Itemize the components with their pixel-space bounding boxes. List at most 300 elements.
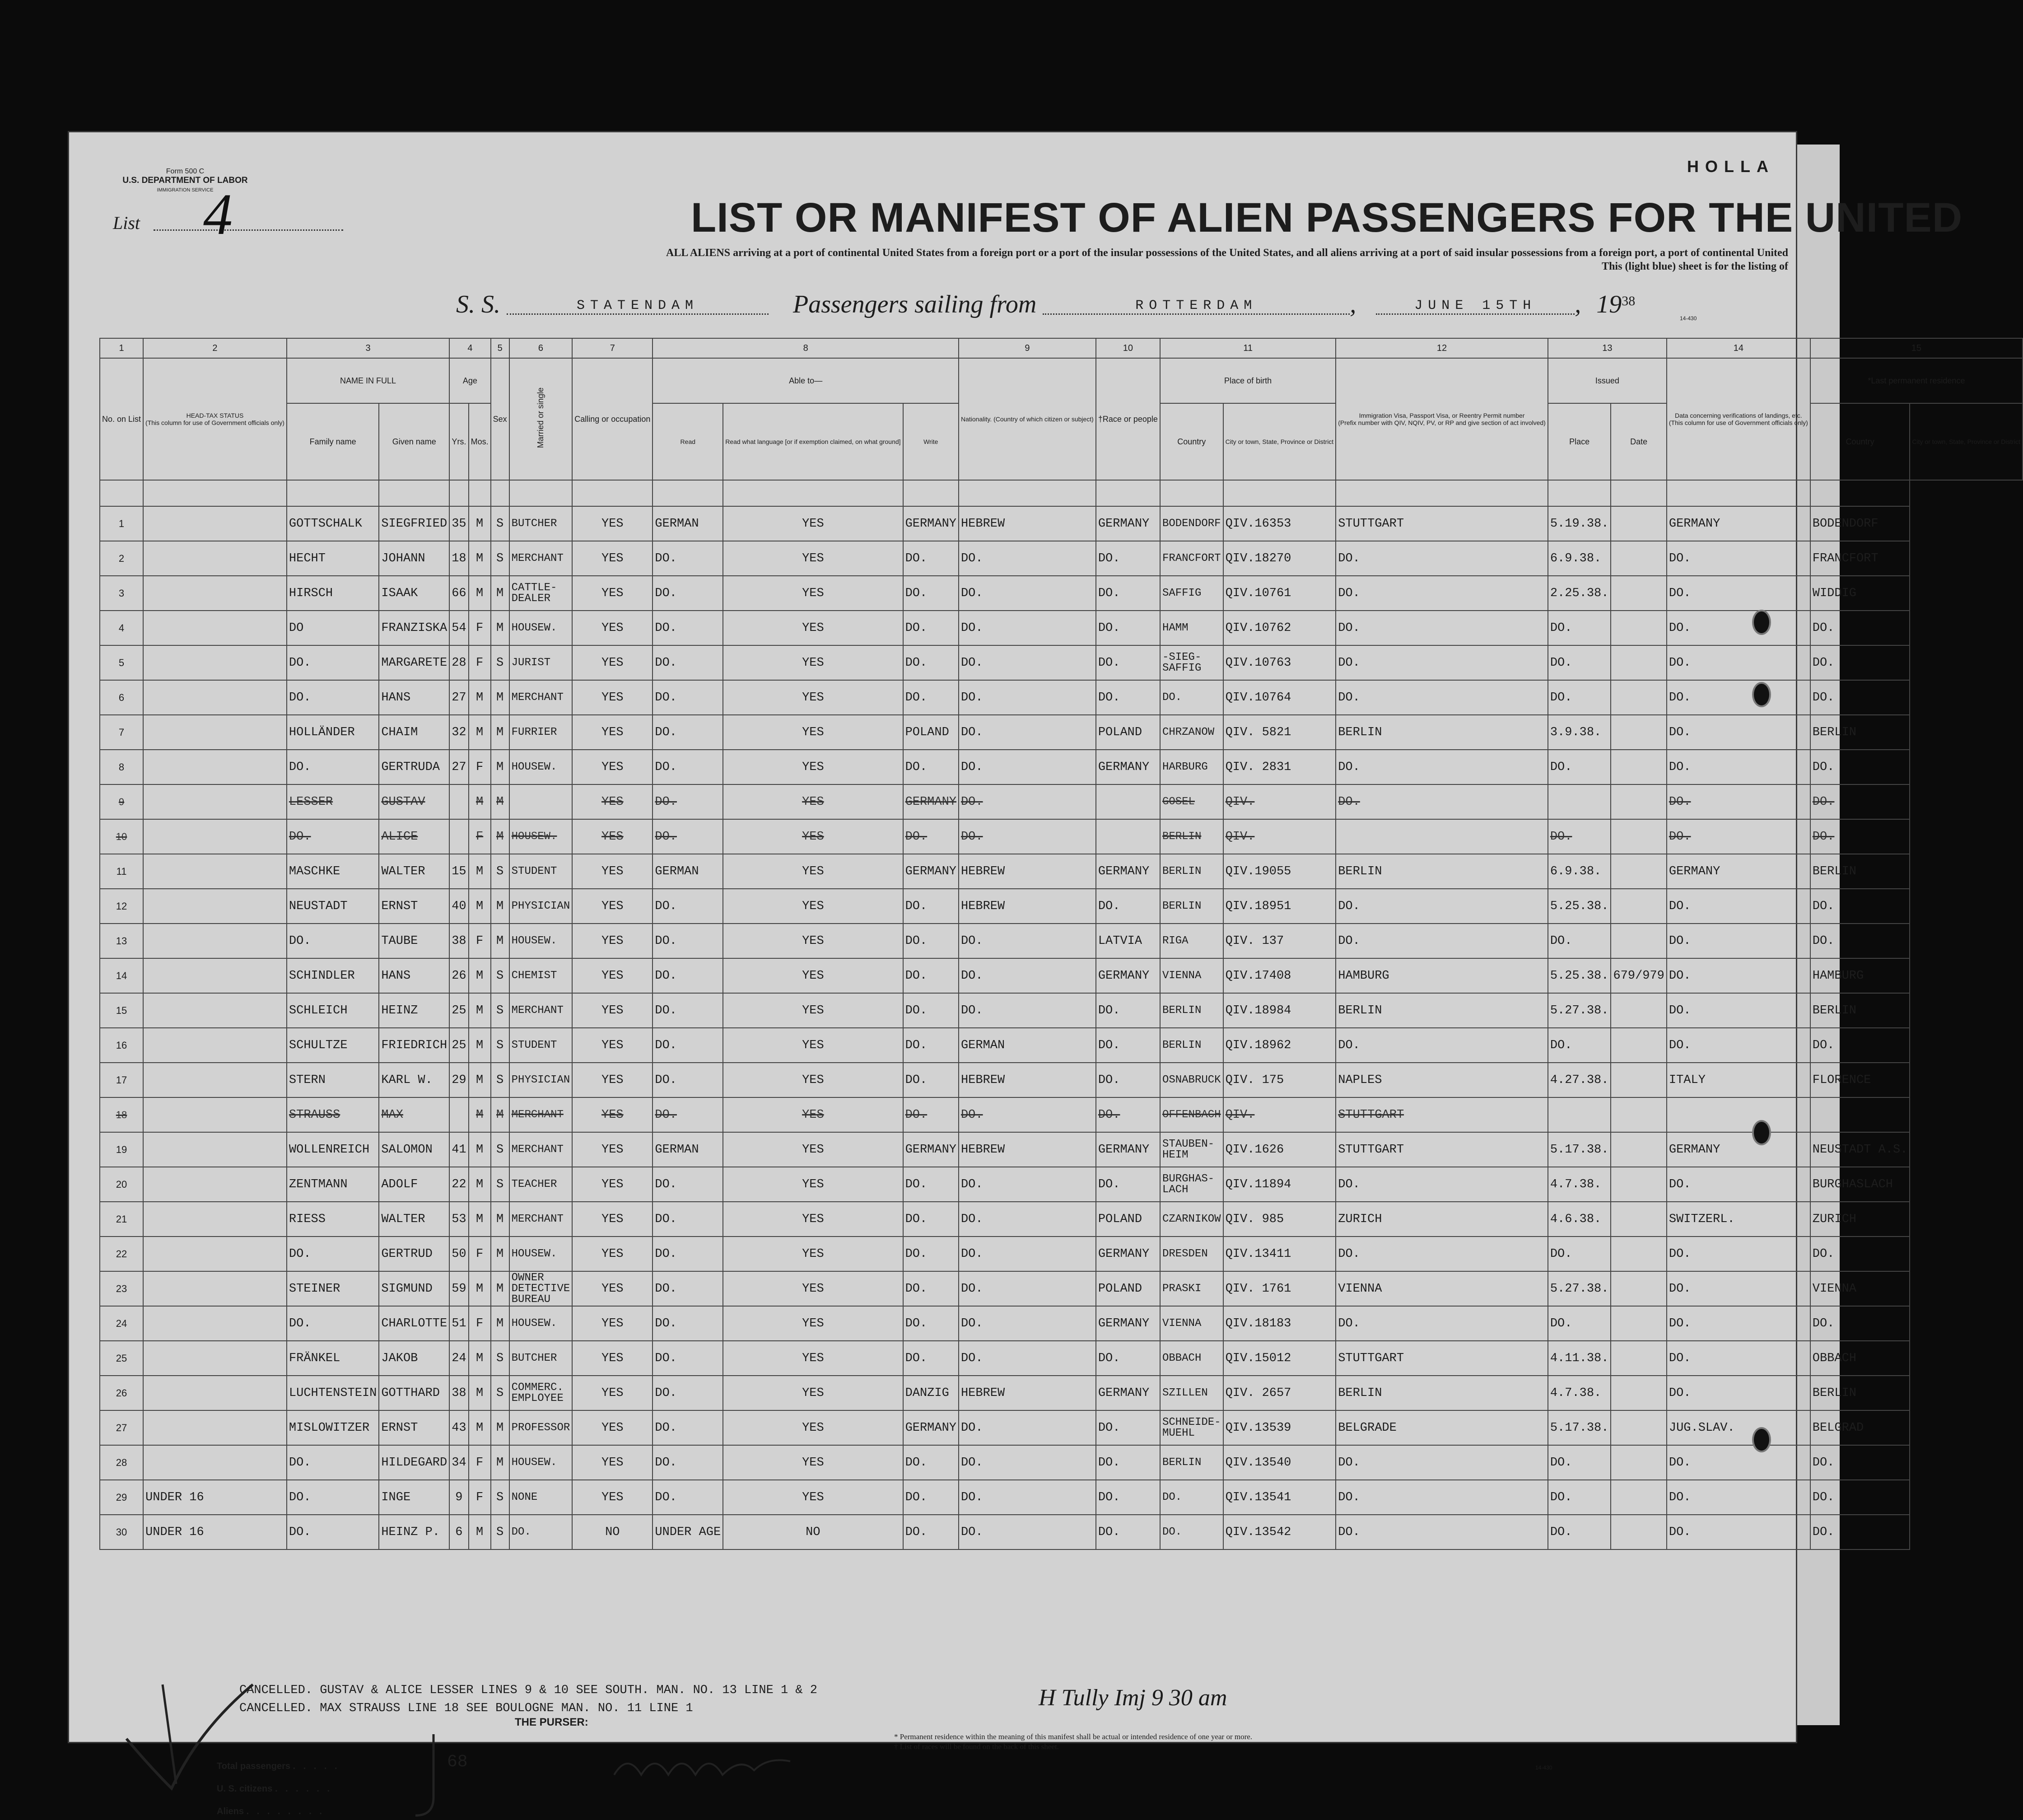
can-read: YES xyxy=(572,1376,653,1410)
sex: F xyxy=(469,611,491,645)
visa-number: QIV.16353 xyxy=(1223,506,1336,541)
visa-number: QIV.1626 xyxy=(1223,1132,1336,1167)
nationality: DO. xyxy=(903,1306,959,1341)
race: DO. xyxy=(959,576,1096,611)
marital-status: M xyxy=(491,750,509,784)
birth-country: POLAND xyxy=(1096,715,1160,750)
list-number-line xyxy=(154,229,343,231)
given-name: FRIEDRICH xyxy=(379,1028,449,1063)
occupation: FURRIER xyxy=(509,715,573,750)
residence-country: DO. xyxy=(1667,1271,1810,1306)
occupation: NONE xyxy=(509,1480,573,1515)
column-number: 13 xyxy=(1548,338,1667,358)
occupation: MERCHANT xyxy=(509,993,573,1028)
passenger-row xyxy=(100,924,2023,958)
can-write: YES xyxy=(723,506,903,541)
residence-header: *Last permanent residence xyxy=(1810,358,2023,403)
race: DO. xyxy=(959,1341,1096,1376)
column-number: 1 xyxy=(100,338,143,358)
issued-date: 4.6.38. xyxy=(1548,1202,1611,1237)
visa-number: QIV. 175 xyxy=(1223,1063,1336,1097)
head-tax-status xyxy=(143,958,287,993)
issued-place: DO. xyxy=(1336,1167,1548,1202)
row-number: 2 xyxy=(100,541,143,576)
issued-date: 4.7.38. xyxy=(1548,1167,1611,1202)
passenger-row xyxy=(100,1063,2023,1097)
row-number: 9 xyxy=(100,784,143,819)
issued-place: HAMBURG xyxy=(1336,958,1548,993)
family-name: HECHT xyxy=(287,541,379,576)
sailing-date: JUNE 15TH xyxy=(1376,298,1575,315)
head-tax-status xyxy=(143,1306,287,1341)
row-number: 6 xyxy=(100,680,143,715)
verification-data xyxy=(1611,1306,1666,1341)
race: DO. xyxy=(959,993,1096,1028)
residence-city: ZURICH xyxy=(1810,1202,1910,1237)
verification-data xyxy=(1611,1028,1666,1063)
birth-country: DO. xyxy=(1096,1167,1160,1202)
age-years: 27 xyxy=(449,750,468,784)
age-years: 28 xyxy=(449,645,468,680)
purser-signature xyxy=(610,1748,799,1788)
can-read: YES xyxy=(572,993,653,1028)
age-years: 27 xyxy=(449,680,468,715)
birth-country: DO. xyxy=(1096,1341,1160,1376)
row-number: 4 xyxy=(100,611,143,645)
head-tax-status xyxy=(143,1097,287,1132)
issued-place: DO. xyxy=(1336,1515,1548,1549)
head-tax-status xyxy=(143,1167,287,1202)
form-code-top: 14-430 xyxy=(1680,315,1697,322)
read-language-header: Read what language [or if exemption claimed, on what ground] xyxy=(723,403,903,480)
can-write: NO xyxy=(723,1515,903,1549)
age-years: 15 xyxy=(449,854,468,889)
residence-city: BODENDORF xyxy=(1810,506,1910,541)
read-language: DO. xyxy=(653,1167,723,1202)
race: DO. xyxy=(959,819,1096,854)
verification-data xyxy=(1611,1376,1666,1410)
given-name: HANS xyxy=(379,958,449,993)
year-suffix: 38 xyxy=(1622,294,1636,308)
occupation: PHYSICIAN xyxy=(509,1063,573,1097)
can-write: YES xyxy=(723,645,903,680)
birth-country: GERMANY xyxy=(1096,1376,1160,1410)
row-number: 18 xyxy=(100,1097,143,1132)
sex: M xyxy=(469,958,491,993)
column-number: 12 xyxy=(1336,338,1548,358)
residence-city: DO. xyxy=(1810,750,1910,784)
given-name: WALTER xyxy=(379,1202,449,1237)
residence-country: SWITZERL. xyxy=(1667,1202,1810,1237)
place-of-birth-header: Place of birth xyxy=(1160,358,1336,403)
sailing-label: Passengers sailing from xyxy=(793,290,1037,318)
can-write: YES xyxy=(723,576,903,611)
verification-data xyxy=(1611,1445,1666,1480)
issued-date: DO. xyxy=(1548,1306,1611,1341)
nationality: DO. xyxy=(903,1341,959,1376)
issued-place: STUTTGART xyxy=(1336,1132,1548,1167)
nationality: DO. xyxy=(903,1515,959,1549)
race: DO. xyxy=(959,645,1096,680)
occupation: MERCHANT xyxy=(509,680,573,715)
can-read: YES xyxy=(572,1341,653,1376)
passenger-row xyxy=(100,1445,2023,1480)
sex: M xyxy=(469,1341,491,1376)
birth-city: VIENNA xyxy=(1160,1306,1223,1341)
can-read: YES xyxy=(572,889,653,924)
issued-place: DO. xyxy=(1336,784,1548,819)
calling-header: Calling or occupation xyxy=(572,358,653,480)
race: DO. xyxy=(959,958,1096,993)
given-name: ADOLF xyxy=(379,1167,449,1202)
age-years: 50 xyxy=(449,1237,468,1271)
race: DO. xyxy=(959,1237,1096,1271)
visa-number: QIV.13411 xyxy=(1223,1237,1336,1271)
race: DO. xyxy=(959,541,1096,576)
can-read: YES xyxy=(572,611,653,645)
head-tax-status xyxy=(143,1271,287,1306)
verification-data xyxy=(1611,819,1666,854)
visa-title: Immigration Visa, Passport Visa, or Reentry Permit number xyxy=(1359,412,1525,419)
name-in-full-header: NAME IN FULL xyxy=(287,358,449,403)
birth-country: DO. xyxy=(1096,645,1160,680)
family-name: HOLLÄNDER xyxy=(287,715,379,750)
sex: M xyxy=(469,854,491,889)
birth-country: GERMANY xyxy=(1096,750,1160,784)
can-write: YES xyxy=(723,1306,903,1341)
issued-place: STUTTGART xyxy=(1336,1341,1548,1376)
verification-data xyxy=(1611,1097,1666,1132)
occupation: HOUSEW. xyxy=(509,750,573,784)
head-tax-status xyxy=(143,819,287,854)
race: DO. xyxy=(959,924,1096,958)
birth-city: OSNABRUCK xyxy=(1160,1063,1223,1097)
nationality: DO. xyxy=(903,645,959,680)
birth-country: GERMANY xyxy=(1096,958,1160,993)
given-name: JOHANN xyxy=(379,541,449,576)
column-number: 5 xyxy=(491,338,509,358)
birth-city: BERLIN xyxy=(1160,1028,1223,1063)
can-write: YES xyxy=(723,784,903,819)
row-number: 22 xyxy=(100,1237,143,1271)
can-read: YES xyxy=(572,645,653,680)
residence-country: GERMANY xyxy=(1667,1132,1810,1167)
visa-number: QIV.13541 xyxy=(1223,1480,1336,1515)
read-language: DO. xyxy=(653,1237,723,1271)
issued-place: BERLIN xyxy=(1336,993,1548,1028)
nationality: DANZIG xyxy=(903,1376,959,1410)
age-years: 38 xyxy=(449,924,468,958)
given-name: MARGARETE xyxy=(379,645,449,680)
row-number: 11 xyxy=(100,854,143,889)
family-name: DO. xyxy=(287,1306,379,1341)
issued-place xyxy=(1336,819,1548,854)
race: DO. xyxy=(959,1410,1096,1445)
birth-country: DO. xyxy=(1096,1410,1160,1445)
visa-number: QIV.18984 xyxy=(1223,993,1336,1028)
nationality: DO. xyxy=(903,1480,959,1515)
passenger-row xyxy=(100,1237,2023,1271)
can-read: YES xyxy=(572,1237,653,1271)
passenger-row xyxy=(100,1341,2023,1376)
issued-place: DO. xyxy=(1336,541,1548,576)
passenger-row xyxy=(100,1376,2023,1410)
can-write: YES xyxy=(723,680,903,715)
residence-city: BERLIN xyxy=(1810,993,1910,1028)
birth-city: SZILLEN xyxy=(1160,1376,1223,1410)
nationality: GERMANY xyxy=(903,506,959,541)
passenger-row xyxy=(100,506,2023,541)
age-years: 24 xyxy=(449,1341,468,1376)
visa-number: QIV. 5821 xyxy=(1223,715,1336,750)
birth-country xyxy=(1096,784,1160,819)
residence-country: DO. xyxy=(1667,1376,1810,1410)
residence-country: DO. xyxy=(1667,541,1810,576)
inspector-handwriting: H Tully Imj 9 30 am xyxy=(1039,1685,1227,1711)
nationality: DO. xyxy=(903,1237,959,1271)
can-read: YES xyxy=(572,1306,653,1341)
birth-country: GERMANY xyxy=(1096,1306,1160,1341)
visa-number: QIV.15012 xyxy=(1223,1341,1336,1376)
residence-city: BERLIN xyxy=(1810,854,1910,889)
row-number: 24 xyxy=(100,1306,143,1341)
sex-header: Sex xyxy=(491,358,509,480)
port-of-departure: ROTTERDAM xyxy=(1043,298,1350,315)
age-months-header: Mos. xyxy=(469,403,491,480)
issued-date: 4.11.38. xyxy=(1548,1341,1611,1376)
passenger-row xyxy=(100,784,2023,819)
occupation: JURIST xyxy=(509,645,573,680)
read-header: Read xyxy=(653,403,723,480)
birth-city: CZARNIKOW xyxy=(1160,1202,1223,1237)
read-language: DO. xyxy=(653,715,723,750)
can-write: YES xyxy=(723,854,903,889)
issued-header: Issued xyxy=(1548,358,1667,403)
family-name: STERN xyxy=(287,1063,379,1097)
birth-country: DO. xyxy=(1096,1515,1160,1549)
birth-country: DO. xyxy=(1096,576,1160,611)
marital-status: S xyxy=(491,993,509,1028)
marital-status: M xyxy=(491,680,509,715)
sex: M xyxy=(469,715,491,750)
family-name: LESSER xyxy=(287,784,379,819)
birth-city: OBBACH xyxy=(1160,1341,1223,1376)
column-number: 15 xyxy=(1810,338,2023,358)
birth-city: BURGHAS- LACH xyxy=(1160,1167,1223,1202)
passenger-row xyxy=(100,1515,2023,1549)
sex: M xyxy=(469,1410,491,1445)
read-language: DO. xyxy=(653,1306,723,1341)
residence-city: BELGRAD xyxy=(1810,1410,1910,1445)
sex: M xyxy=(469,1271,491,1306)
nationality: POLAND xyxy=(903,715,959,750)
can-read: YES xyxy=(572,750,653,784)
no-on-list-header: No. on List xyxy=(100,358,143,480)
age-years: 6 xyxy=(449,1515,468,1549)
birth-country: LATVIA xyxy=(1096,924,1160,958)
occupation: COMMERC. EMPLOYEE xyxy=(509,1376,573,1410)
nationality: DO. xyxy=(903,958,959,993)
issued-date: 5.25.38. xyxy=(1548,889,1611,924)
can-read: YES xyxy=(572,1097,653,1132)
occupation xyxy=(509,784,573,819)
verifications-note: (This column for use of Government officials only) xyxy=(1669,419,1808,426)
birth-city: SAFFIG xyxy=(1160,576,1223,611)
race: DO. xyxy=(959,1515,1096,1549)
head-tax-note: (This column for use of Government officials only) xyxy=(145,419,284,426)
race: HEBREW xyxy=(959,506,1096,541)
age-years: 51 xyxy=(449,1306,468,1341)
sex: M xyxy=(469,993,491,1028)
nationality: DO. xyxy=(903,1063,959,1097)
can-read: YES xyxy=(572,680,653,715)
can-read: YES xyxy=(572,1480,653,1515)
row-number: 8 xyxy=(100,750,143,784)
birth-city: CHRZANOW xyxy=(1160,715,1223,750)
marital-status: S xyxy=(491,1028,509,1063)
binding-hole xyxy=(1752,682,1771,707)
age-years: 66 xyxy=(449,576,468,611)
can-write: YES xyxy=(723,541,903,576)
residence-city: DO. xyxy=(1810,611,1910,645)
ship-name: STATENDAM xyxy=(507,298,769,315)
can-write: YES xyxy=(723,1376,903,1410)
occupation: OWNER DETECTIVE BUREAU xyxy=(509,1271,573,1306)
residence-country: DO. xyxy=(1667,1028,1810,1063)
race-header: †Race or people xyxy=(1096,358,1160,480)
family-name: DO. xyxy=(287,750,379,784)
residence-country: DO. xyxy=(1667,750,1810,784)
sex: M xyxy=(469,541,491,576)
verification-data xyxy=(1611,1063,1666,1097)
cancellation-note-1: CANCELLED. GUSTAV & ALICE LESSER LINES 9 & 10 SEE SOUTH. MAN. NO. 13 LINE 1 & 2 xyxy=(239,1684,818,1697)
issued-date xyxy=(1548,784,1611,819)
residence-city: DO. xyxy=(1810,1515,1910,1549)
row-number: 16 xyxy=(100,1028,143,1063)
given-name: HEINZ P. xyxy=(379,1515,449,1549)
issued-date: 5.27.38. xyxy=(1548,993,1611,1028)
marital-status: M xyxy=(491,715,509,750)
check-mark xyxy=(113,1675,266,1793)
nationality: DO. xyxy=(903,993,959,1028)
verification-data xyxy=(1611,1515,1666,1549)
age-years xyxy=(449,1097,468,1132)
birth-country: DO. xyxy=(1096,993,1160,1028)
passenger-row xyxy=(100,1028,2023,1063)
verification-data xyxy=(1611,854,1666,889)
can-write: YES xyxy=(723,924,903,958)
nationality: DO. xyxy=(903,889,959,924)
binding-hole xyxy=(1752,1427,1771,1452)
can-write: YES xyxy=(723,889,903,924)
marital-status: M xyxy=(491,819,509,854)
head-tax-status xyxy=(143,993,287,1028)
residence-country: DO. xyxy=(1667,1515,1810,1549)
read-language: DO. xyxy=(653,1410,723,1445)
issued-date: DO. xyxy=(1548,750,1611,784)
nationality: DO. xyxy=(903,1097,959,1132)
verification-data xyxy=(1611,1132,1666,1167)
read-language: DO. xyxy=(653,680,723,715)
age-years: 26 xyxy=(449,958,468,993)
residence-country: ITALY xyxy=(1667,1063,1810,1097)
sex: M xyxy=(469,889,491,924)
verification-data xyxy=(1611,576,1666,611)
row-number: 19 xyxy=(100,1132,143,1167)
can-write: YES xyxy=(723,1202,903,1237)
race: HEBREW xyxy=(959,1376,1096,1410)
marital-status: M xyxy=(491,889,509,924)
residence-country: DO. xyxy=(1667,715,1810,750)
row-number: 28 xyxy=(100,1445,143,1480)
column-number: 2 xyxy=(143,338,287,358)
age-years: 40 xyxy=(449,889,468,924)
birth-country: DO. xyxy=(1096,1028,1160,1063)
column-number: 4 xyxy=(449,338,490,358)
residence-country: DO. xyxy=(1667,611,1810,645)
can-read: YES xyxy=(572,1028,653,1063)
marital-status: S xyxy=(491,854,509,889)
age-years: 25 xyxy=(449,1028,468,1063)
birth-city: BERLIN xyxy=(1160,1445,1223,1480)
visa-number: QIV.11894 xyxy=(1223,1167,1336,1202)
aliens-label: Aliens xyxy=(217,1806,244,1816)
family-name: MASCHKE xyxy=(287,854,379,889)
residence-country: GERMANY xyxy=(1667,854,1810,889)
head-tax-status: UNDER 16 xyxy=(143,1480,287,1515)
read-language: DO. xyxy=(653,576,723,611)
sex: F xyxy=(469,750,491,784)
family-name: STRAUSS xyxy=(287,1097,379,1132)
marital-status: S xyxy=(491,1515,509,1549)
issued-date: 5.25.38. xyxy=(1548,958,1611,993)
given-name: CHARLOTTE xyxy=(379,1306,449,1341)
family-name: GOTTSCHALK xyxy=(287,506,379,541)
age-years: 25 xyxy=(449,993,468,1028)
passenger-row xyxy=(100,1202,2023,1237)
residence-city: NEUSTADT A.S. xyxy=(1810,1132,1910,1167)
residence-country: DO. xyxy=(1667,1445,1810,1480)
form-code-bottom: 14-430 xyxy=(1535,1764,1552,1771)
occupation: PROFESSOR xyxy=(509,1410,573,1445)
birth-city: SCHNEIDE- MUEHL xyxy=(1160,1410,1223,1445)
verification-data xyxy=(1611,1237,1666,1271)
sex: F xyxy=(469,1445,491,1480)
can-write: YES xyxy=(723,1271,903,1306)
race: DO. xyxy=(959,1445,1096,1480)
residence-country: GERMANY xyxy=(1667,506,1810,541)
head-tax-status xyxy=(143,1445,287,1480)
race: DO. xyxy=(959,1306,1096,1341)
issued-place: DO. xyxy=(1336,576,1548,611)
given-name: FRANZISKA xyxy=(379,611,449,645)
read-language: DO. xyxy=(653,889,723,924)
age-years: 32 xyxy=(449,715,468,750)
head-tax-status xyxy=(143,1410,287,1445)
residence-city: DO. xyxy=(1810,1480,1910,1515)
visa-note: (Prefix number with QIV, NQIV, PV, or RP and give section of act involved) xyxy=(1338,419,1546,426)
given-name: ISAAK xyxy=(379,576,449,611)
issued-date: 5.19.38. xyxy=(1548,506,1611,541)
manifest-title: LIST OR MANIFEST OF ALIEN PASSENGERS FOR THE UNITED xyxy=(691,195,1963,241)
occupation: BUTCHER xyxy=(509,1341,573,1376)
visa-number: QIV.17408 xyxy=(1223,958,1336,993)
occupation: HOUSEW. xyxy=(509,611,573,645)
footnote-residence: * Permanent residence within the meaning of this manifest shall be actual or intended residence of one year or more. xyxy=(894,1732,1253,1741)
read-language: DO. xyxy=(653,1445,723,1480)
issued-place: BERLIN xyxy=(1336,854,1548,889)
birth-city: BERLIN xyxy=(1160,854,1223,889)
